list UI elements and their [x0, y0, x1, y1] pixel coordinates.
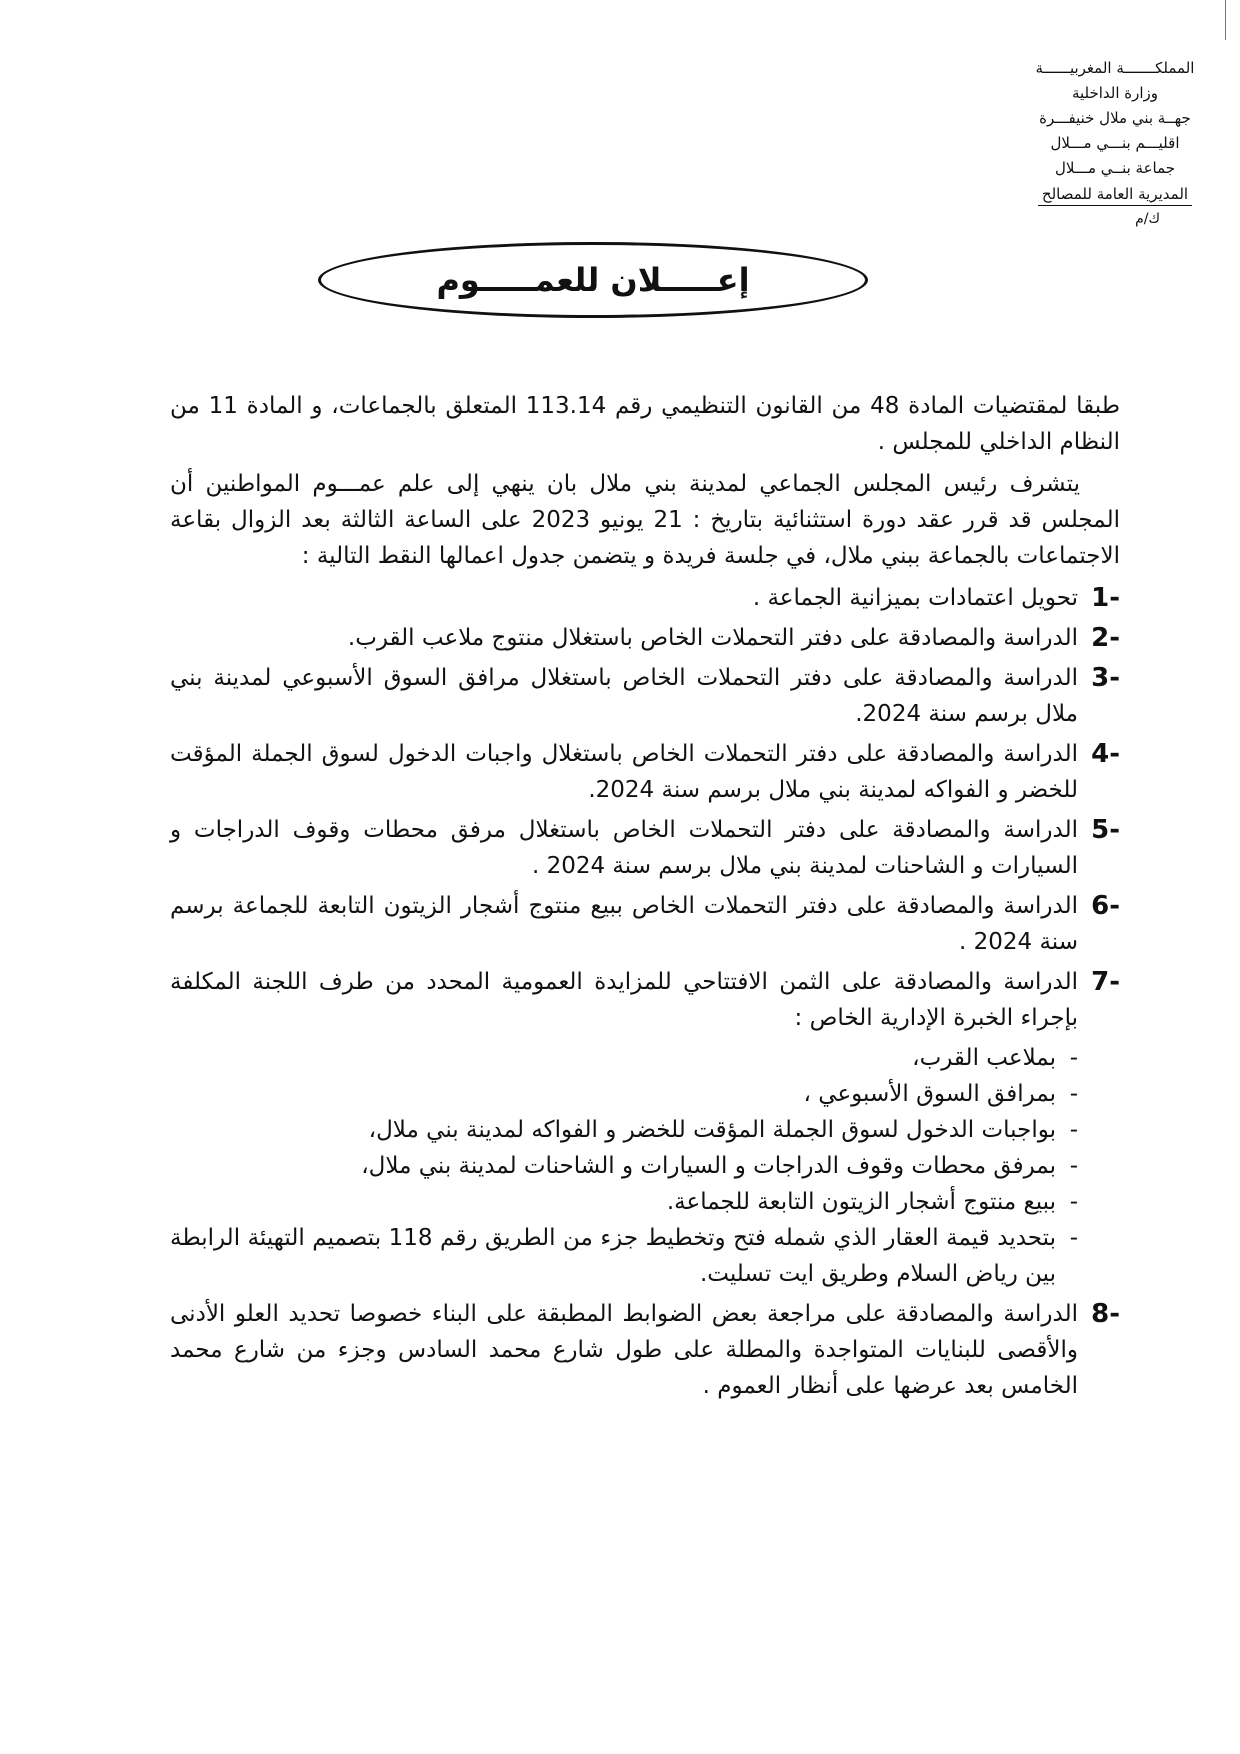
agenda-item: [170, 620, 1120, 656]
agenda-subitem: - بملاعب القرب،: [170, 1040, 1078, 1076]
agenda-item-number: 1-: [1091, 583, 1120, 613]
reference-code: ك/م: [1135, 211, 1160, 227]
agenda-item-number: 7-: [1091, 967, 1120, 997]
agenda-subitem: - بمرافق السوق الأسبوعي ،: [170, 1076, 1078, 1112]
agenda-item-number: 5-: [1091, 815, 1120, 845]
agenda-list: [170, 580, 1120, 1404]
agenda-item-number: 2-: [1091, 623, 1120, 653]
agenda-item: [170, 1296, 1120, 1404]
letterhead-department: المديرية العامة للمصالح: [1038, 183, 1192, 206]
agenda-item: [170, 736, 1120, 808]
letterhead-kingdom: المملكـــــــة المغربيــــــة: [1035, 59, 1195, 77]
page-title: إعـــــلان للعمـــــوم: [436, 261, 750, 299]
letterhead-commune: جماعة بنــي مـــلال: [1054, 159, 1176, 177]
agenda-item-number: 6-: [1091, 891, 1120, 921]
letterhead-ministry: وزارة الداخلية: [1071, 84, 1159, 102]
agenda-sublist: [170, 1040, 1078, 1292]
agenda-subitem: - ببيع منتوج أشجار الزيتون التابعة للجماعة.: [170, 1184, 1078, 1220]
agenda-item: [170, 888, 1120, 960]
agenda-item-text: الدراسة والمصادقة على مراجعة بعض الضوابط المطبقة على البناء خصوصا تحديد العلو الأدنى والأقصى للبنايات المتواجدة والمطلة على طول شارع محمد السادس وجزء من شارع محمد الخامس بعد عرضها على أنظار العموم .: [170, 1301, 1078, 1399]
agenda-item: [170, 660, 1120, 732]
letterhead-region: جهــة بني ملال خنيفـــرة: [1039, 109, 1191, 127]
scan-edge-line: [1225, 0, 1226, 40]
agenda-item: [170, 964, 1120, 1292]
agenda-item-text: الدراسة والمصادقة على دفتر التحملات الخاص باستغلال مرفق محطات وقوف الدراجات و السيارات و الشاحنات لمدينة بني ملال برسم سنة 2024 .: [170, 817, 1078, 879]
agenda-item: [170, 580, 1120, 616]
agenda-item-text: الدراسة والمصادقة على دفتر التحملات الخاص باستغلال مرافق السوق الأسبوعي لمدينة بني ملال برسم سنة 2024.: [170, 665, 1078, 727]
agenda-item-number: 8-: [1091, 1299, 1120, 1329]
legal-basis-paragraph: طبقا لمقتضيات المادة 48 من القانون التنظيمي رقم 113.14 المتعلق بالجماعات، و المادة 11 من النظام الداخلي للمجلس .: [170, 393, 1120, 455]
agenda-subitem: - بمرفق محطات وقوف الدراجات و السيارات و الشاحنات لمدينة بني ملال،: [170, 1148, 1078, 1184]
agenda-item-text: الدراسة والمصادقة على دفتر التحملات الخاص ببيع منتوج أشجار الزيتون التابعة للجماعة برسم سنة 2024 .: [170, 893, 1078, 955]
agenda-item-number: 4-: [1091, 739, 1120, 769]
agenda-item-text: الدراسة والمصادقة على الثمن الافتتاحي للمزايدة العمومية المحدد من طرف اللجنة المكلفة بإجراء الخبرة الإدارية الخاص :: [170, 969, 1078, 1031]
agenda-item-text: الدراسة والمصادقة على دفتر التحملات الخاص باستغلال واجبات الدخول لسوق الجملة المؤقت للخضر و الفواكه لمدينة بني ملال برسم سنة 2024.: [170, 741, 1078, 803]
announcement-body: [170, 388, 1120, 1408]
agenda-item: [170, 812, 1120, 884]
agenda-item-text: تحويل اعتمادات بميزانية الجماعة .: [752, 585, 1078, 611]
agenda-item-number: 3-: [1091, 663, 1120, 693]
letterhead-province: اقليـــم بنـــي مـــلال: [1050, 134, 1180, 152]
agenda-subitem: - بتحديد قيمة العقار الذي شمله فتح وتخطيط جزء من الطريق رقم 118 بتصميم التهيئة الرابطة بين رياض السلام وطريق ايت تسليت.: [170, 1220, 1078, 1292]
letterhead: [1000, 56, 1230, 232]
announcement-paragraph: يتشرف رئيس المجلس الجماعي لمدينة بني ملال بان ينهي إلى علم عمـــوم المواطنين أن المجلس قد قرر عقد دورة استثنائية بتاريخ : 21 يونيو 2023 على الساعة الثالثة بعد الزوال بقاعة الاجتماعات بالجماعة ببني ملال، في جلسة فريدة و يتضمن جدول اعمالها النقط التالية :: [170, 471, 1120, 569]
agenda-item-text: الدراسة والمصادقة على دفتر التحملات الخاص باستغلال منتوج ملاعب القرب.: [347, 625, 1078, 651]
agenda-subitem: - بواجبات الدخول لسوق الجملة المؤقت للخضر و الفواكه لمدينة بني ملال،: [170, 1112, 1078, 1148]
title-oval: [318, 242, 868, 318]
